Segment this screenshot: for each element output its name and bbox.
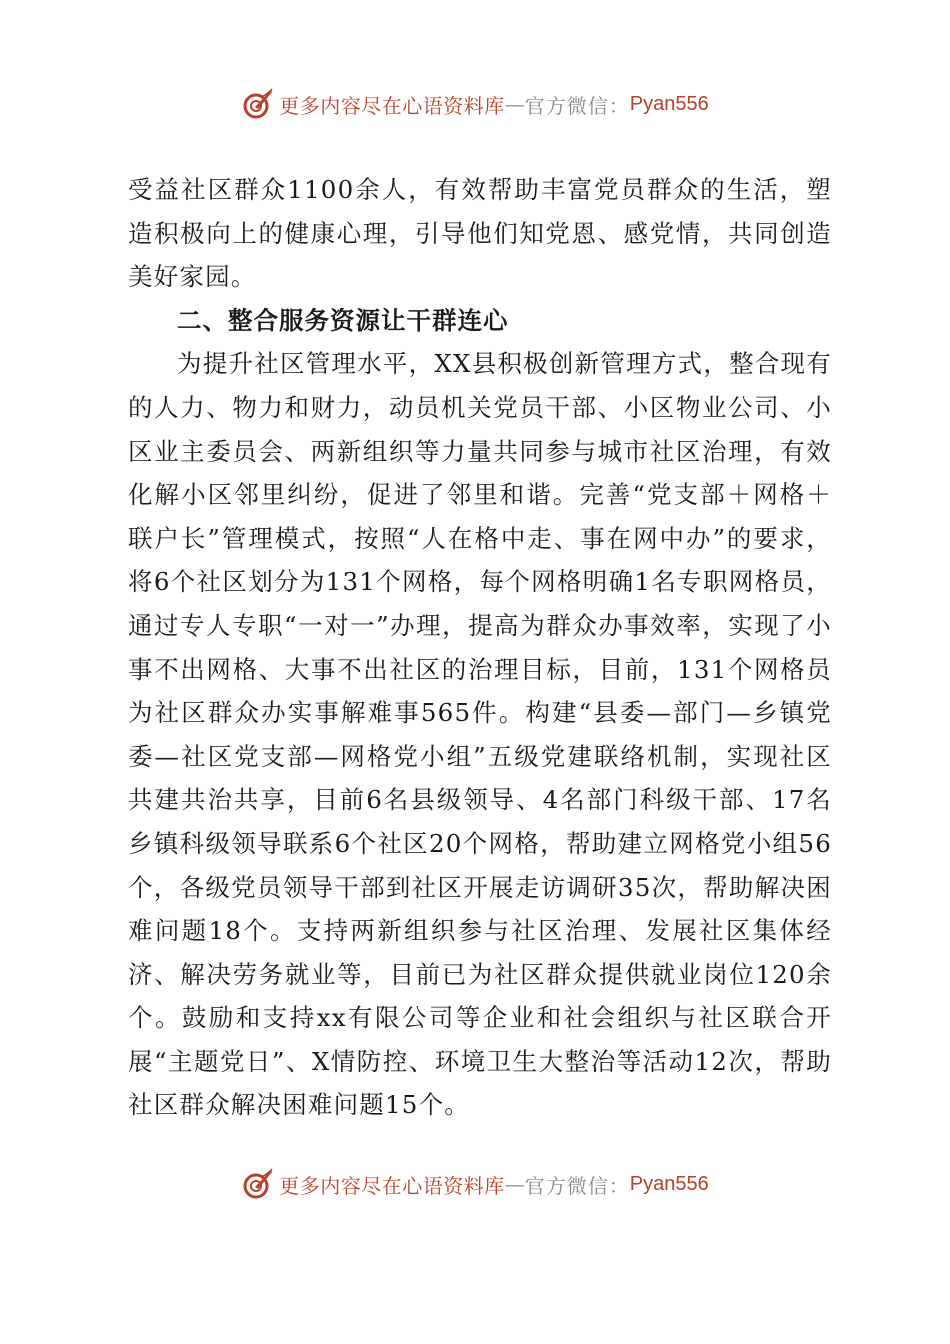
watermark-dash: — [504, 92, 525, 116]
paragraph-continuation: 受益社区群众1100余人，有效帮助丰富党员群众的生活，塑造积极向上的健康心理，引导他们知党恩、感党情，共同创造美好家园。 [128, 175, 832, 292]
watermark-main-text: 更多内容尽在心语资料库 [279, 93, 505, 118]
watermark-sub-text: 官方微信： [524, 93, 630, 118]
watermark-footer [0, 1164, 950, 1204]
watermark-dash: — [504, 1172, 525, 1196]
watermark-wechat-id: Pyan556 [629, 1172, 709, 1195]
watermark-wechat-id: Pyan556 [629, 92, 709, 115]
quill-pen-logo-icon [241, 1167, 275, 1201]
watermark-header [0, 84, 950, 124]
paragraph-main: 为提升社区管理水平，XX县积极创新管理方式，整合现有的人力、物力和财力，动员机关党员干部、小区物业公司、小区业主委员会、两新组织等力量共同参与城市社区治理，有效化解小区邻里纠纷，促进了邻里和谐。完善“党支部＋网格＋联户长”管理模式，按照“人在格中走、事在网中办”的要求，将6个社区划分为131个网格，每个网格明确1名专职网格员，通过专人专职“一对一”办理，提高为群众办事效率，实现了小事不出网格、大事不出社区的治理目标，目前，131个网格员为社区群众办实事解难事565件。构建“县委—部门—乡镇党委—社区党支部—网格党小组”五级党建联络机制，实现社区共建共治共享，目前6名县级领导、4名部门科级干部、17名乡镇科级领导联系6个社区20个网格，帮助建立网格党小组56个，各级党员领导干部到社区开展走访调研35次，帮助解决困难问题18个。支持两新组织参与社区治理、发展社区集体经济、解决劳务就业等，目前已为社区群众提供就业岗位120余个。鼓励和支持xx有限公司等企业和社会组织与社区联合开展“主题党日”、X情防控、环境卫生大整治等活动12次，帮助社区群众解决困难问题15个。 [128, 349, 832, 1120]
section-heading: 二、整合服务资源让干群连心 [177, 305, 509, 335]
document-body [128, 168, 832, 1127]
watermark-main-text: 更多内容尽在心语资料库 [279, 1173, 505, 1198]
quill-pen-logo-icon [241, 87, 275, 121]
watermark-sub-text: 官方微信： [524, 1173, 630, 1198]
